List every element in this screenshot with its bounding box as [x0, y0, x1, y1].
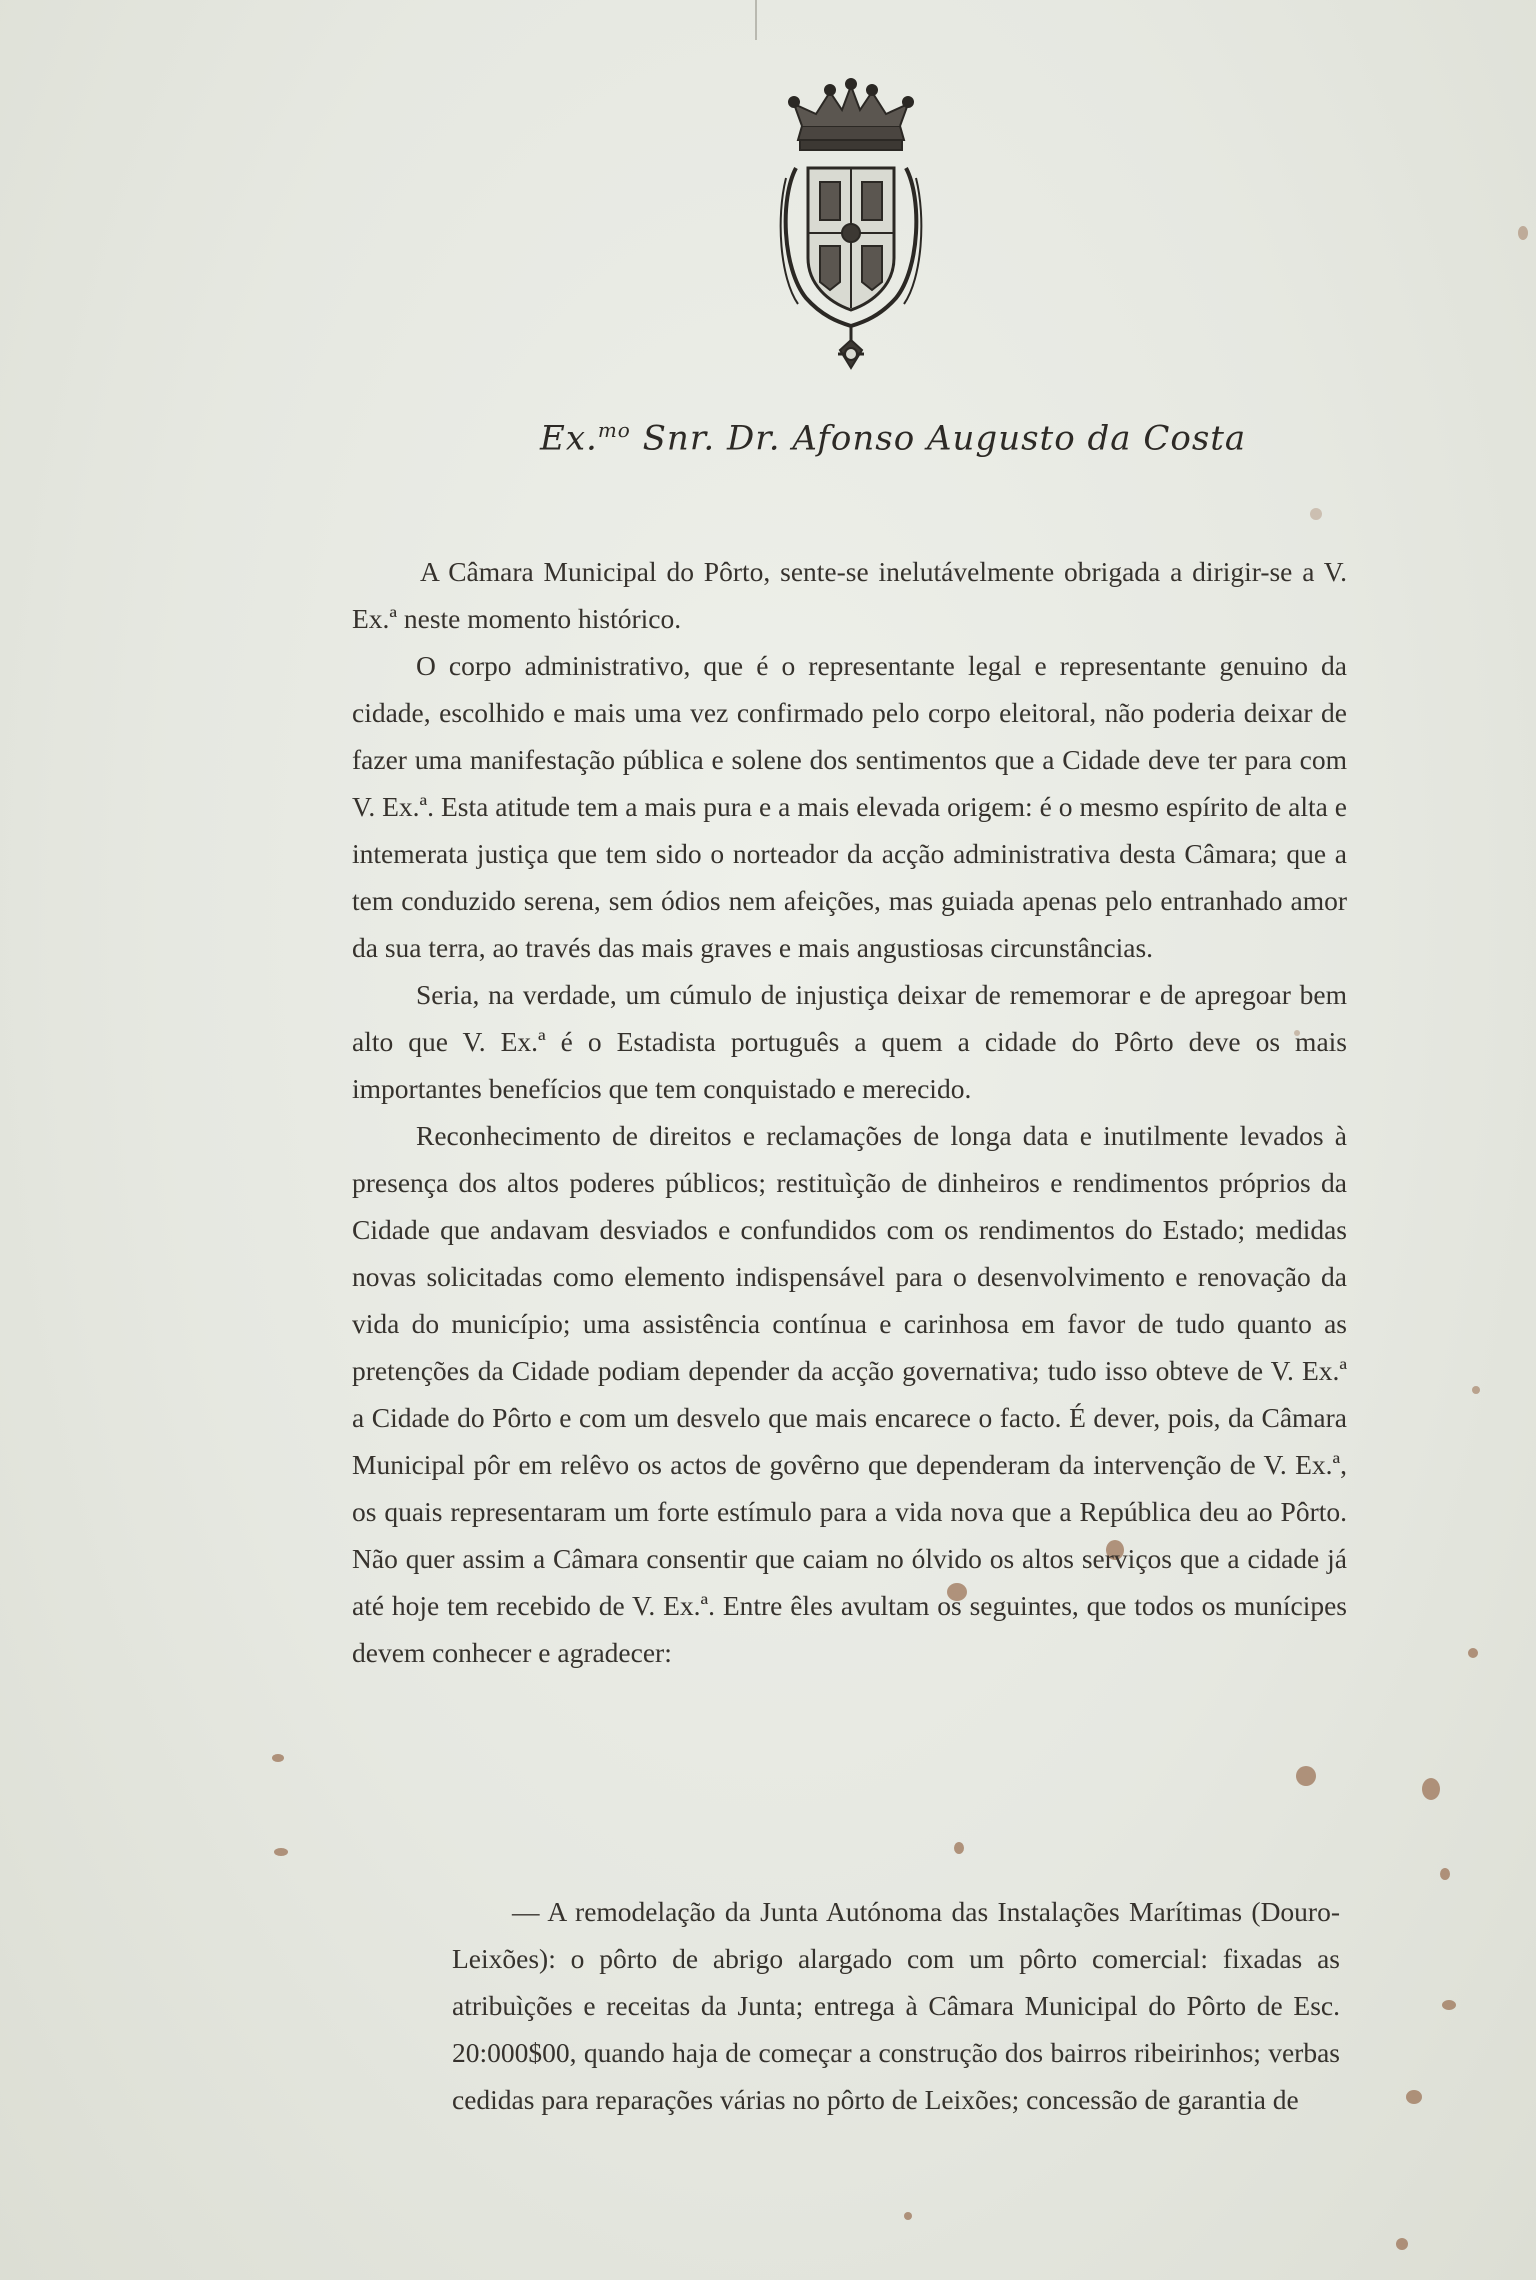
benefits-list [452, 1888, 1340, 2123]
foxing-spot [1296, 1766, 1316, 1786]
foxing-spot [1472, 1386, 1480, 1394]
foxing-spot [954, 1842, 964, 1854]
salutation [540, 418, 1320, 458]
list-item: — A remodelação da Junta Autónoma das Instalações Marítimas (Douro-Leixões): o pôrto de abrigo alargado com um pôrto comercial: fixadas as atribuìções e receitas da Junta; entrega à Câmara Municipal do Pôrto de Esc. 20:000$00, quando haja de começar a construção dos bairros ribeirinhos; verbas cedidas para reparações várias no pôrto de Leixões; concessão de garantia de [452, 1896, 1340, 2115]
foxing-spot [1518, 226, 1528, 240]
salutation-superscript: mo [597, 418, 631, 442]
foxing-spot [1468, 1648, 1478, 1658]
paragraph: Seria, na verdade, um cúmulo de injustiça deixar de rememorar e de apregoar bem alto que V. Ex.ª é o Estadista português a quem a cidade do Pôrto deve os mais importantes benefícios que tem conquistado e merecido. [352, 979, 1347, 1104]
foxing-spot [1440, 1868, 1450, 1880]
foxing-spot [904, 2212, 912, 2220]
foxing-spot [1442, 2000, 1456, 2010]
foxing-spot [274, 1848, 288, 1856]
coat-of-arms-icon [776, 78, 926, 378]
paper-fold [755, 0, 757, 40]
paragraph: O corpo administrativo, que é o representante legal e representante genuino da cidade, escolhido e mais uma vez confirmado pelo corpo eleitoral, não poderia deixar de fazer uma manifestação pública e solene dos sentimentos que a Cidade deve ter para com V. Ex.ª. Esta atitude tem a mais pura e a mais elevada origem: é o mesmo espírito de alta e intemerata justiça que tem sido o norteador da acção administrativa desta Câmara; que a tem conduzido serena, sem ódios nem afeições, mas guiada apenas pelo entranhado amor da sua terra, ao través das mais graves e mais angustiosas circunstâncias. [352, 650, 1347, 963]
foxing-spot [1310, 508, 1322, 520]
salutation-prefix: Ex. [540, 418, 598, 459]
paragraph: Reconhecimento de direitos e reclamações de longa data e inutilmente levados à presença dos altos poderes públicos; restituìção de dinheiros e rendimentos próprios da Cidade que andavam desviados e confundidos com os rendimentos do Estado; medidas novas solicitadas como elemento indispensável para o desenvolvimento e renovação da vida do município; uma assistência contínua e carinhosa em favor de tudo quanto as pretenções da Cidade podiam depender da acção governativa; tudo isso obteve de V. Ex.ª a Cidade do Pôrto e com um desvelo que mais encarece o facto. É dever, pois, da Câmara Municipal pôr em relêvo os actos de govêrno que dependeram da intervenção de V. Ex.ª, os quais representaram um forte estímulo para a vida nova que a República deu ao Pôrto. Não quer assim a Câmara consentir que caiam no ólvido os altos serviços que a cidade já até hoje tem recebido de V. Ex.ª. Entre êles avultam os seguintes, que todos os munícipes devem conhecer e agradecer: [352, 1120, 1347, 1668]
salutation-name: Snr. Dr. Afonso Augusto da Costa [630, 418, 1247, 459]
foxing-spot [1396, 2238, 1408, 2250]
foxing-spot [1422, 1778, 1440, 1800]
letter-body [352, 548, 1347, 1676]
paragraph: A Câmara Municipal do Pôrto, sente-se inelutávelmente obrigada a dirigir-se a V. Ex.ª neste momento histórico. [352, 556, 1347, 634]
foxing-spot [1406, 2090, 1422, 2104]
foxing-spot [272, 1754, 284, 1762]
